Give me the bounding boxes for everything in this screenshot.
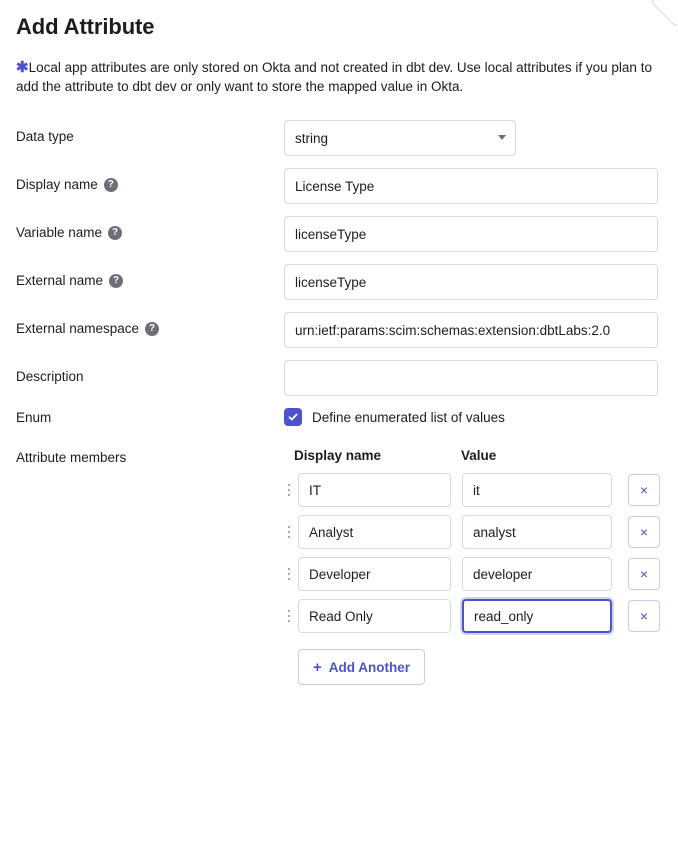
attribute-members-table <box>284 448 662 685</box>
field-row-variable-name <box>16 216 662 252</box>
help-icon[interactable]: ? <box>104 178 118 192</box>
checkbox-checked-icon[interactable] <box>284 408 302 426</box>
variable-name-label-text: Variable name <box>16 225 103 240</box>
drag-handle-icon[interactable] <box>284 519 294 545</box>
help-icon[interactable]: ? <box>145 322 159 336</box>
table-row <box>284 599 662 633</box>
attribute-members-label: Attribute members <box>16 450 127 465</box>
field-row-display-name <box>16 168 662 204</box>
enum-field <box>284 408 662 426</box>
enum-checkbox-group[interactable] <box>284 408 662 426</box>
field-row-external-namespace <box>16 312 662 348</box>
required-asterisk-icon: ✱ <box>16 59 29 76</box>
field-row-data-type <box>16 120 662 156</box>
data-type-select[interactable] <box>284 120 516 156</box>
plus-icon: + <box>313 658 322 676</box>
drag-handle-icon[interactable] <box>284 603 294 629</box>
external-name-label-text: External name <box>16 273 104 288</box>
remove-member-button[interactable]: × <box>628 516 660 548</box>
table-row <box>284 557 662 591</box>
external-namespace-label <box>16 312 284 336</box>
dialog-corner-fold <box>652 0 678 26</box>
column-header-value: Value <box>461 448 497 463</box>
field-row-description <box>16 360 662 396</box>
description-field <box>284 360 662 396</box>
variable-name-input[interactable] <box>284 216 658 252</box>
member-value-input[interactable] <box>462 599 612 633</box>
description-label: Description <box>16 369 84 384</box>
data-type-field <box>284 120 662 156</box>
enum-label: Enum <box>16 409 52 425</box>
enum-checkbox-label[interactable]: Define enumerated list of values <box>312 409 505 425</box>
external-namespace-label-text: External namespace <box>16 321 140 336</box>
display-name-input[interactable] <box>284 168 658 204</box>
attribute-members-header <box>284 448 662 463</box>
member-display-name-input[interactable] <box>298 557 451 591</box>
external-namespace-input[interactable] <box>284 312 658 348</box>
variable-name-field <box>284 216 662 252</box>
member-value-input[interactable] <box>462 557 612 591</box>
add-another-label: Add Another <box>328 659 411 675</box>
add-another-button[interactable] <box>298 649 425 685</box>
local-attribute-notice <box>16 58 662 96</box>
member-value-input[interactable] <box>462 473 612 507</box>
help-icon[interactable]: ? <box>109 274 123 288</box>
table-row <box>284 515 662 549</box>
description-input[interactable] <box>284 360 658 396</box>
remove-member-button[interactable]: × <box>628 474 660 506</box>
column-header-display-name: Display name <box>294 448 382 463</box>
external-name-label <box>16 264 284 288</box>
attribute-members-section <box>16 448 662 685</box>
external-name-input[interactable] <box>284 264 658 300</box>
external-namespace-field <box>284 312 662 348</box>
field-row-external-name <box>16 264 662 300</box>
variable-name-label <box>16 216 284 240</box>
help-icon[interactable]: ? <box>108 226 122 240</box>
display-name-field <box>284 168 662 204</box>
drag-handle-icon[interactable] <box>284 561 294 587</box>
member-display-name-input[interactable] <box>298 473 451 507</box>
member-value-input[interactable] <box>462 515 612 549</box>
data-type-label: Data type <box>16 129 74 144</box>
page-title: Add Attribute <box>16 14 155 39</box>
external-name-field <box>284 264 662 300</box>
display-name-label-text: Display name <box>16 177 98 192</box>
field-row-enum <box>16 408 662 426</box>
drag-handle-icon[interactable] <box>284 477 294 503</box>
table-row <box>284 473 662 507</box>
notice-text: Local app attributes are only stored on Okta and not created in dbt dev. Use local attributes if you plan to add the attribute to dbt dev or only want to store the mapped value in Okta. <box>16 60 652 94</box>
remove-member-button[interactable]: × <box>628 600 660 632</box>
member-display-name-input[interactable] <box>298 515 451 549</box>
member-display-name-input[interactable] <box>298 599 451 633</box>
remove-member-button[interactable]: × <box>628 558 660 590</box>
display-name-label <box>16 168 284 192</box>
